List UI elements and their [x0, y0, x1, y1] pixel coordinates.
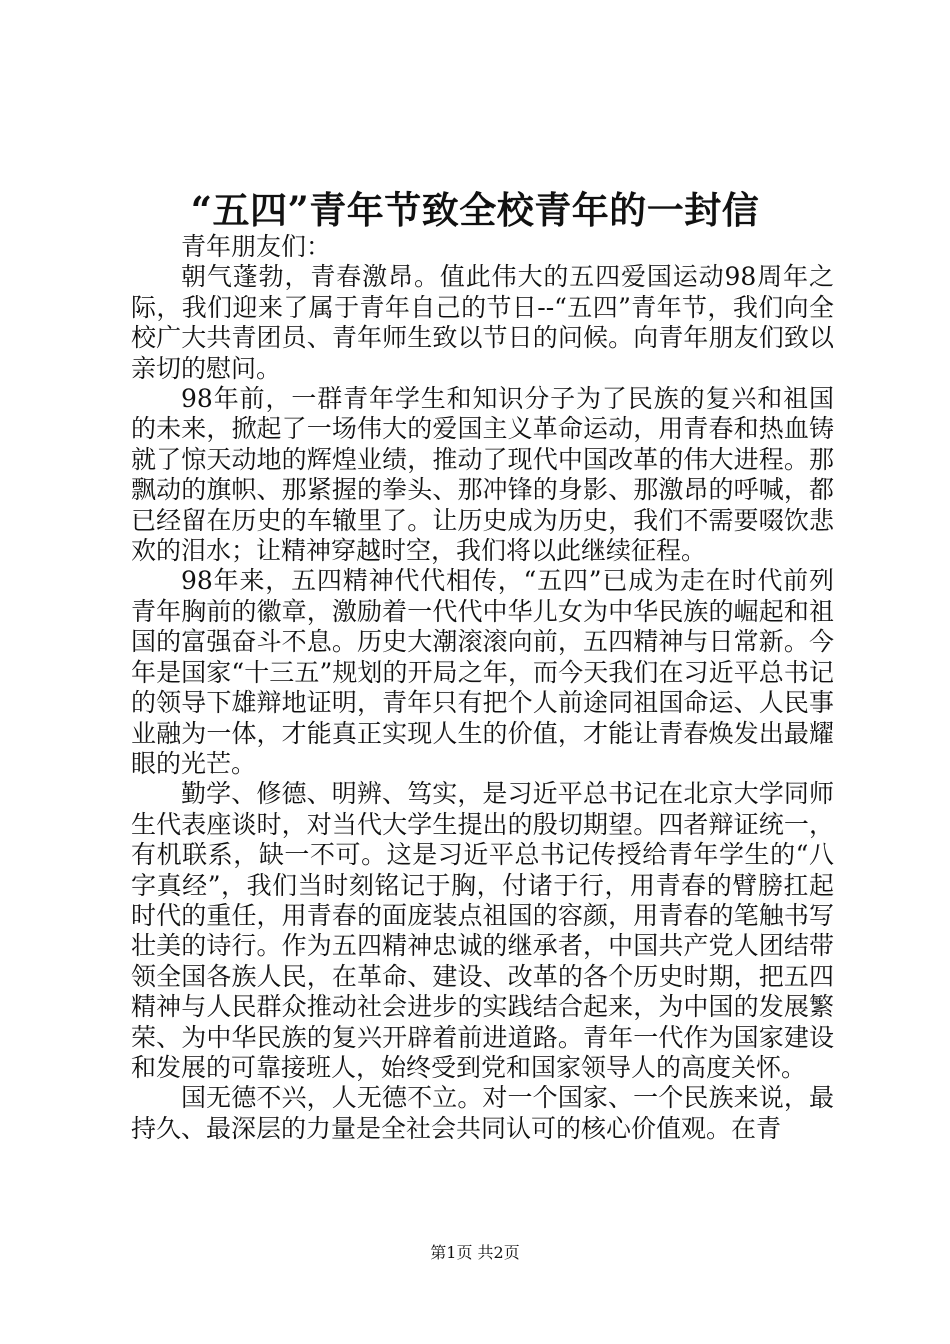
paragraph-5: 国无德不兴，人无德不立。对一个国家、一个民族来说，最持久、最深层的力量是全社会共同认可的核心价值观。在青	[131, 1083, 834, 1143]
paragraph-1: 朝气蓬勃，青春激昂。值此伟大的五四爱国运动98周年之际，我们迎来了属于青年自己的节日--“五四”青年节，我们向全校广大共青团员、青年师生致以节日的问候。向青年朋友们致以亲切的慰问。	[131, 262, 834, 383]
page-number-footer: 第1页 共2页	[430, 1243, 520, 1262]
greeting-line: 青年朋友们：	[181, 232, 332, 261]
paragraph-4: 勤学、修德、明辨、笃实，是习近平总书记在北京大学同师生代表座谈时，对当代大学生提出的殷切期望。四者辩证统一，有机联系，缺一不可。这是习近平总书记传授给青年学生的“八字真经”，我们当时刻铭记于胸，付诸于行，用青春的臂膀扛起时代的重任，用青春的面庞装点祖国的容颜，用青春的笔触书写壮美的诗行。作为五四精神忠诚的继承者，中国共产党人团结带领全国各族人民，在革命、建设、改革的各个历史时期，把五四精神与人民群众推动社会进步的实践结合起来，为中国的发展繁荣、为中华民族的复兴开辟着前进道路。青年一代作为国家建设和发展的可靠接班人，始终受到党和国家领导人的高度关怀。	[131, 779, 834, 1082]
letter-body	[131, 232, 834, 1144]
document-title: “五四”青年节致全校青年的一封信	[190, 188, 760, 232]
paragraph-2: 98年前，一群青年学生和知识分子为了民族的复兴和祖国的未来，掀起了一场伟大的爱国主义革命运动，用青春和热血铸就了惊天动地的辉煌业绩，推动了现代中国改革的伟大进程。那飘动的旗帜、那紧握的拳头、那冲锋的身影、那激昂的呼喊，都已经留在历史的车辙里了。让历史成为历史，我们不需要啜饮悲欢的泪水；让精神穿越时空，我们将以此继续征程。	[131, 384, 834, 566]
paragraph-3: 98年来，五四精神代代相传，“五四”已成为走在时代前列青年胸前的徽章，激励着一代代中华儿女为中华民族的崛起和祖国的富强奋斗不息。历史大潮滚滚向前，五四精神与日常新。今年是国家“十三五”规划的开局之年，而今天我们在习近平总书记的领导下雄辩地证明，青年只有把个人前途同祖国命运、人民事业融为一体，才能真正实现人生的价值，才能让青春焕发出最耀眼的光芒。	[131, 566, 834, 778]
